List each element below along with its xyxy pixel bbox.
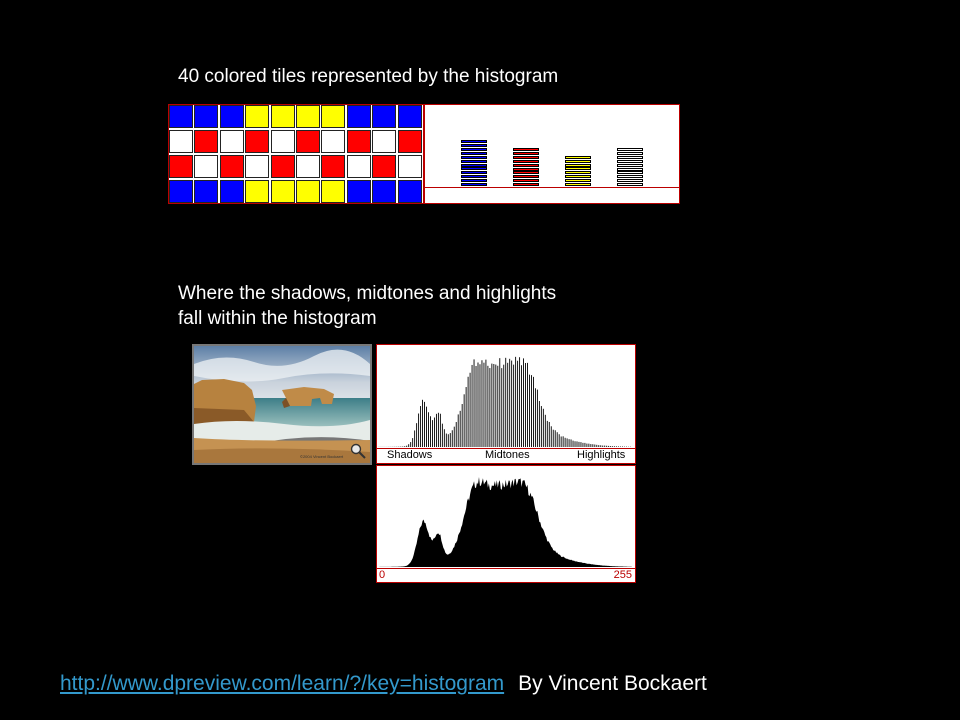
stack-plate: [461, 164, 487, 167]
stack-plate: [513, 168, 539, 171]
tile-red: [372, 155, 396, 178]
tile-yellow: [321, 105, 345, 128]
tile-blue: [372, 180, 396, 203]
stack-blue: [461, 140, 487, 187]
stack-plate: [513, 160, 539, 163]
axis-max-label: 255: [613, 569, 632, 581]
stack-plate: [461, 140, 487, 143]
tile-yellow: [296, 180, 320, 203]
tile-white: [169, 130, 193, 153]
tile-red: [296, 130, 320, 153]
tile-blue: [347, 105, 371, 128]
tile-blue: [169, 180, 193, 203]
stack-plate: [617, 148, 643, 151]
stack-plate: [461, 156, 487, 159]
author-credit: By Vincent Bockaert: [518, 672, 707, 695]
histogram-baseline: [425, 187, 679, 188]
tile-white: [321, 130, 345, 153]
luminance-histogram-plot: [377, 466, 635, 582]
tile-red: [169, 155, 193, 178]
stack-plate: [617, 183, 643, 186]
tile-white: [398, 155, 422, 178]
stack-plate: [513, 175, 539, 178]
tile-blue: [194, 180, 218, 203]
stack-plate: [461, 144, 487, 147]
tile-red: [220, 155, 244, 178]
tile-blue: [372, 105, 396, 128]
stack-plate: [565, 167, 591, 170]
stack-plate: [461, 175, 487, 178]
tile-yellow: [271, 105, 295, 128]
tile-grid: [168, 104, 424, 204]
histogram-link[interactable]: http://www.dpreview.com/learn/?/key=histogram: [60, 672, 505, 695]
stack-plate: [461, 183, 487, 186]
stack-plate: [565, 183, 591, 186]
tile-histogram: [424, 104, 680, 204]
tile-white: [220, 130, 244, 153]
midtones-label: Midtones: [485, 449, 530, 461]
stack-plate: [565, 164, 591, 167]
highlights-label: Highlights: [577, 449, 626, 461]
tones-caption-line2: fall within the histogram: [178, 308, 377, 329]
tile-yellow: [271, 180, 295, 203]
stack-plate: [461, 160, 487, 163]
stack-yellow: [565, 156, 591, 187]
stack-plate: [461, 148, 487, 151]
stack-plate: [565, 171, 591, 174]
photo-credit: ©2004 Vincent Bockaert: [300, 454, 344, 459]
stack-plate: [513, 179, 539, 182]
stack-plate: [617, 179, 643, 182]
stack-plate: [513, 152, 539, 155]
axis-min-label: 0: [379, 569, 386, 581]
tile-yellow: [245, 180, 269, 203]
tile-blue: [347, 180, 371, 203]
tile-red: [321, 155, 345, 178]
tile-white: [194, 155, 218, 178]
tile-yellow: [321, 180, 345, 203]
stack-plate: [513, 171, 539, 174]
tile-red: [245, 130, 269, 153]
stack-plate: [513, 156, 539, 159]
tile-blue: [169, 105, 193, 128]
stack-plate: [461, 167, 487, 170]
luminance-histogram: [376, 465, 636, 583]
stack-plate: [617, 171, 643, 174]
tones-caption-line1: Where the shadows, midtones and highlights: [178, 283, 557, 304]
tile-white: [245, 155, 269, 178]
stack-white: [617, 148, 643, 187]
tile-white: [271, 130, 295, 153]
stack-plate: [461, 171, 487, 174]
tile-white: [347, 155, 371, 178]
tile-blue: [220, 105, 244, 128]
tile-blue: [398, 180, 422, 203]
stack-plate: [513, 183, 539, 186]
stack-plate: [617, 168, 643, 171]
stack-plate: [565, 179, 591, 182]
tile-yellow: [296, 105, 320, 128]
stack-red: [513, 148, 539, 187]
stack-plate: [513, 148, 539, 151]
stack-plate: [565, 160, 591, 163]
stack-plate: [461, 179, 487, 182]
tile-red: [271, 155, 295, 178]
tones-caption: [178, 281, 698, 331]
coast-photo: [192, 344, 372, 465]
tiles-caption: 40 colored tiles represented by the histogram: [178, 66, 559, 87]
tile-red: [347, 130, 371, 153]
tile-red: [194, 130, 218, 153]
tile-blue: [398, 105, 422, 128]
tile-yellow: [245, 105, 269, 128]
stack-plate: [617, 160, 643, 163]
stack-plate: [617, 152, 643, 155]
footer: [60, 672, 707, 696]
tile-white: [372, 130, 396, 153]
stack-plate: [617, 156, 643, 159]
stack-plate: [461, 152, 487, 155]
tones-histogram-plot: [377, 345, 635, 463]
axis-divider: [377, 568, 635, 569]
stack-plate: [617, 164, 643, 167]
tile-red: [398, 130, 422, 153]
tones-histogram: [376, 344, 636, 464]
stack-plate: [565, 175, 591, 178]
histogram-area: [379, 477, 632, 567]
shadows-label: Shadows: [387, 449, 433, 461]
stack-plate: [565, 156, 591, 159]
tile-blue: [194, 105, 218, 128]
stack-plate: [513, 164, 539, 167]
tile-white: [296, 155, 320, 178]
stack-plate: [617, 175, 643, 178]
tile-blue: [220, 180, 244, 203]
